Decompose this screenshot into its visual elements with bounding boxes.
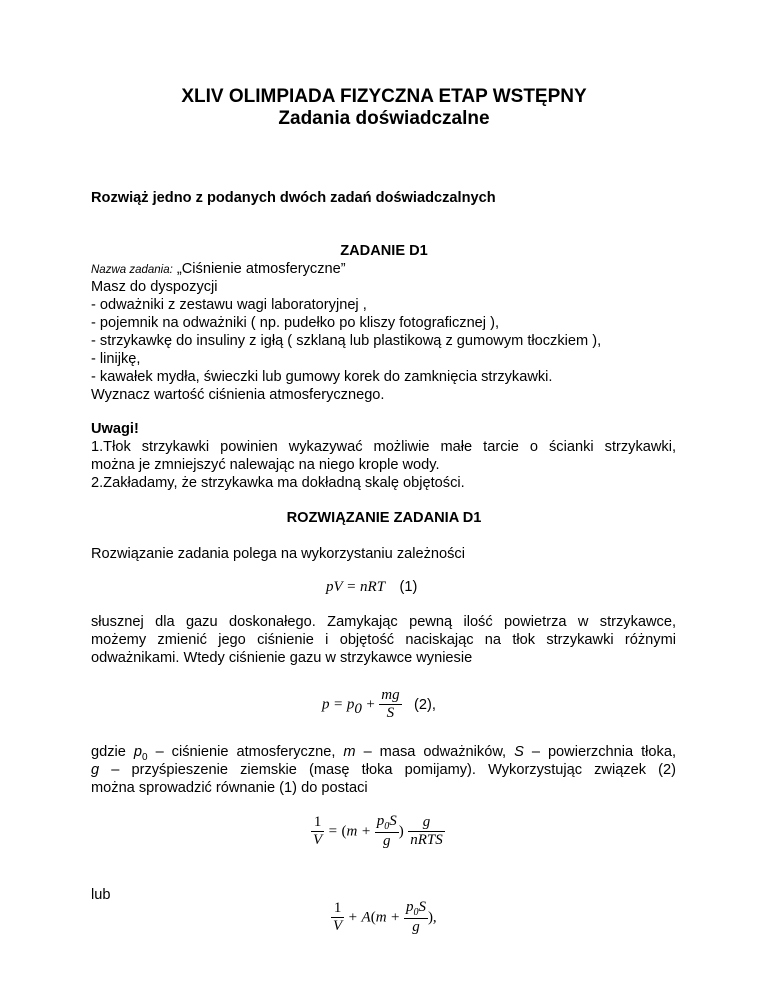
equation-1: pV = nRT (1) bbox=[326, 579, 418, 595]
solution-heading: ROZWIĄZANIE ZADANIA D1 bbox=[286, 510, 482, 526]
equation-4: $\frac{1}{V}$ + A(m + $\frac{p_0S}{g}$ ), bbox=[333, 899, 437, 935]
task-heading: ZADANIE D1 bbox=[340, 243, 428, 259]
task-name bbox=[91, 261, 346, 279]
solution-paragraph: odważnikami. Wtedy ciśnienie gazu w strzykawce wyniesie bbox=[91, 650, 473, 666]
solution-paragraph: można sprowadzić równanie (1) do postaci bbox=[91, 780, 368, 796]
page-title: XLIV OLIMPIADA FIZYCZNA ETAP WSTĘPNY bbox=[181, 86, 587, 107]
task-goal: Wyznacz wartość ciśnienia atmosferycznego. bbox=[91, 387, 385, 403]
notes-heading: Uwagi! bbox=[91, 421, 139, 437]
note-line: można je zmniejszyć nalewając na niego krople wody. bbox=[91, 457, 440, 473]
equation-2-label: (2), bbox=[414, 696, 436, 713]
note-line: 2.Zakładamy, że strzykawka ma dokładną skalę objętości. bbox=[91, 475, 465, 491]
list-item: - odważniki z zestawu wagi laboratoryjnej , bbox=[91, 297, 367, 313]
list-item: - pojemnik na odważniki ( np. pudełko po kliszy fotograficznej ), bbox=[91, 315, 500, 331]
list-item: - strzykawkę do insuliny z igłą ( szklaną lub plastikową z gumowym tłoczkiem ), bbox=[91, 333, 602, 349]
equation-1-label: (1) bbox=[399, 579, 418, 595]
solution-paragraph: gdzie $p_0$ – ciśnienie atmosferyczne, m – masa odważników, S – powierzchnia tłoka, bbox=[91, 744, 676, 763]
page-subtitle: Zadania doświadczalne bbox=[278, 108, 490, 129]
list-item: - linijkę, bbox=[91, 351, 141, 367]
solution-paragraph: Rozwiązanie zadania polega na wykorzystaniu zależności bbox=[91, 546, 465, 562]
task-name-value: „Ciśnienie atmosferyczne” bbox=[176, 261, 346, 277]
equation-3: $\frac{1}{V}$ = (m + $\frac{p_0S}{g}$ ) $\frac{g}{\text{nRTS}}$ bbox=[313, 813, 443, 849]
solution-or: lub bbox=[91, 887, 111, 903]
solution-paragraph: g – przyśpieszenie ziemskie (masę tłoka pomijamy). Wykorzystując związek (2) bbox=[91, 762, 676, 778]
instruction: Rozwiąż jedno z podanych dwóch zadań doświadczalnych bbox=[91, 190, 496, 206]
solution-paragraph: słusznej dla gazu doskonałego. Zamykając pewną ilość powietrza w strzykawce, bbox=[91, 614, 676, 630]
solution-paragraph: możemy zmienić jego ciśnienie i objętość naciskając na tłok strzykawki różnymi bbox=[91, 632, 676, 648]
task-intro: Masz do dyspozycji bbox=[91, 279, 218, 295]
task-name-label: Nazwa zadania: bbox=[91, 264, 173, 276]
equation-2: $p = p_0$ + $\frac{mg}{S}$ (2), bbox=[322, 687, 436, 721]
note-line: 1.Tłok strzykawki powinien wykazywać możliwie małe tarcie o ścianki strzykawki, bbox=[91, 439, 676, 455]
list-item: - kawałek mydła, świeczki lub gumowy korek do zamknięcia strzykawki. bbox=[91, 369, 553, 385]
